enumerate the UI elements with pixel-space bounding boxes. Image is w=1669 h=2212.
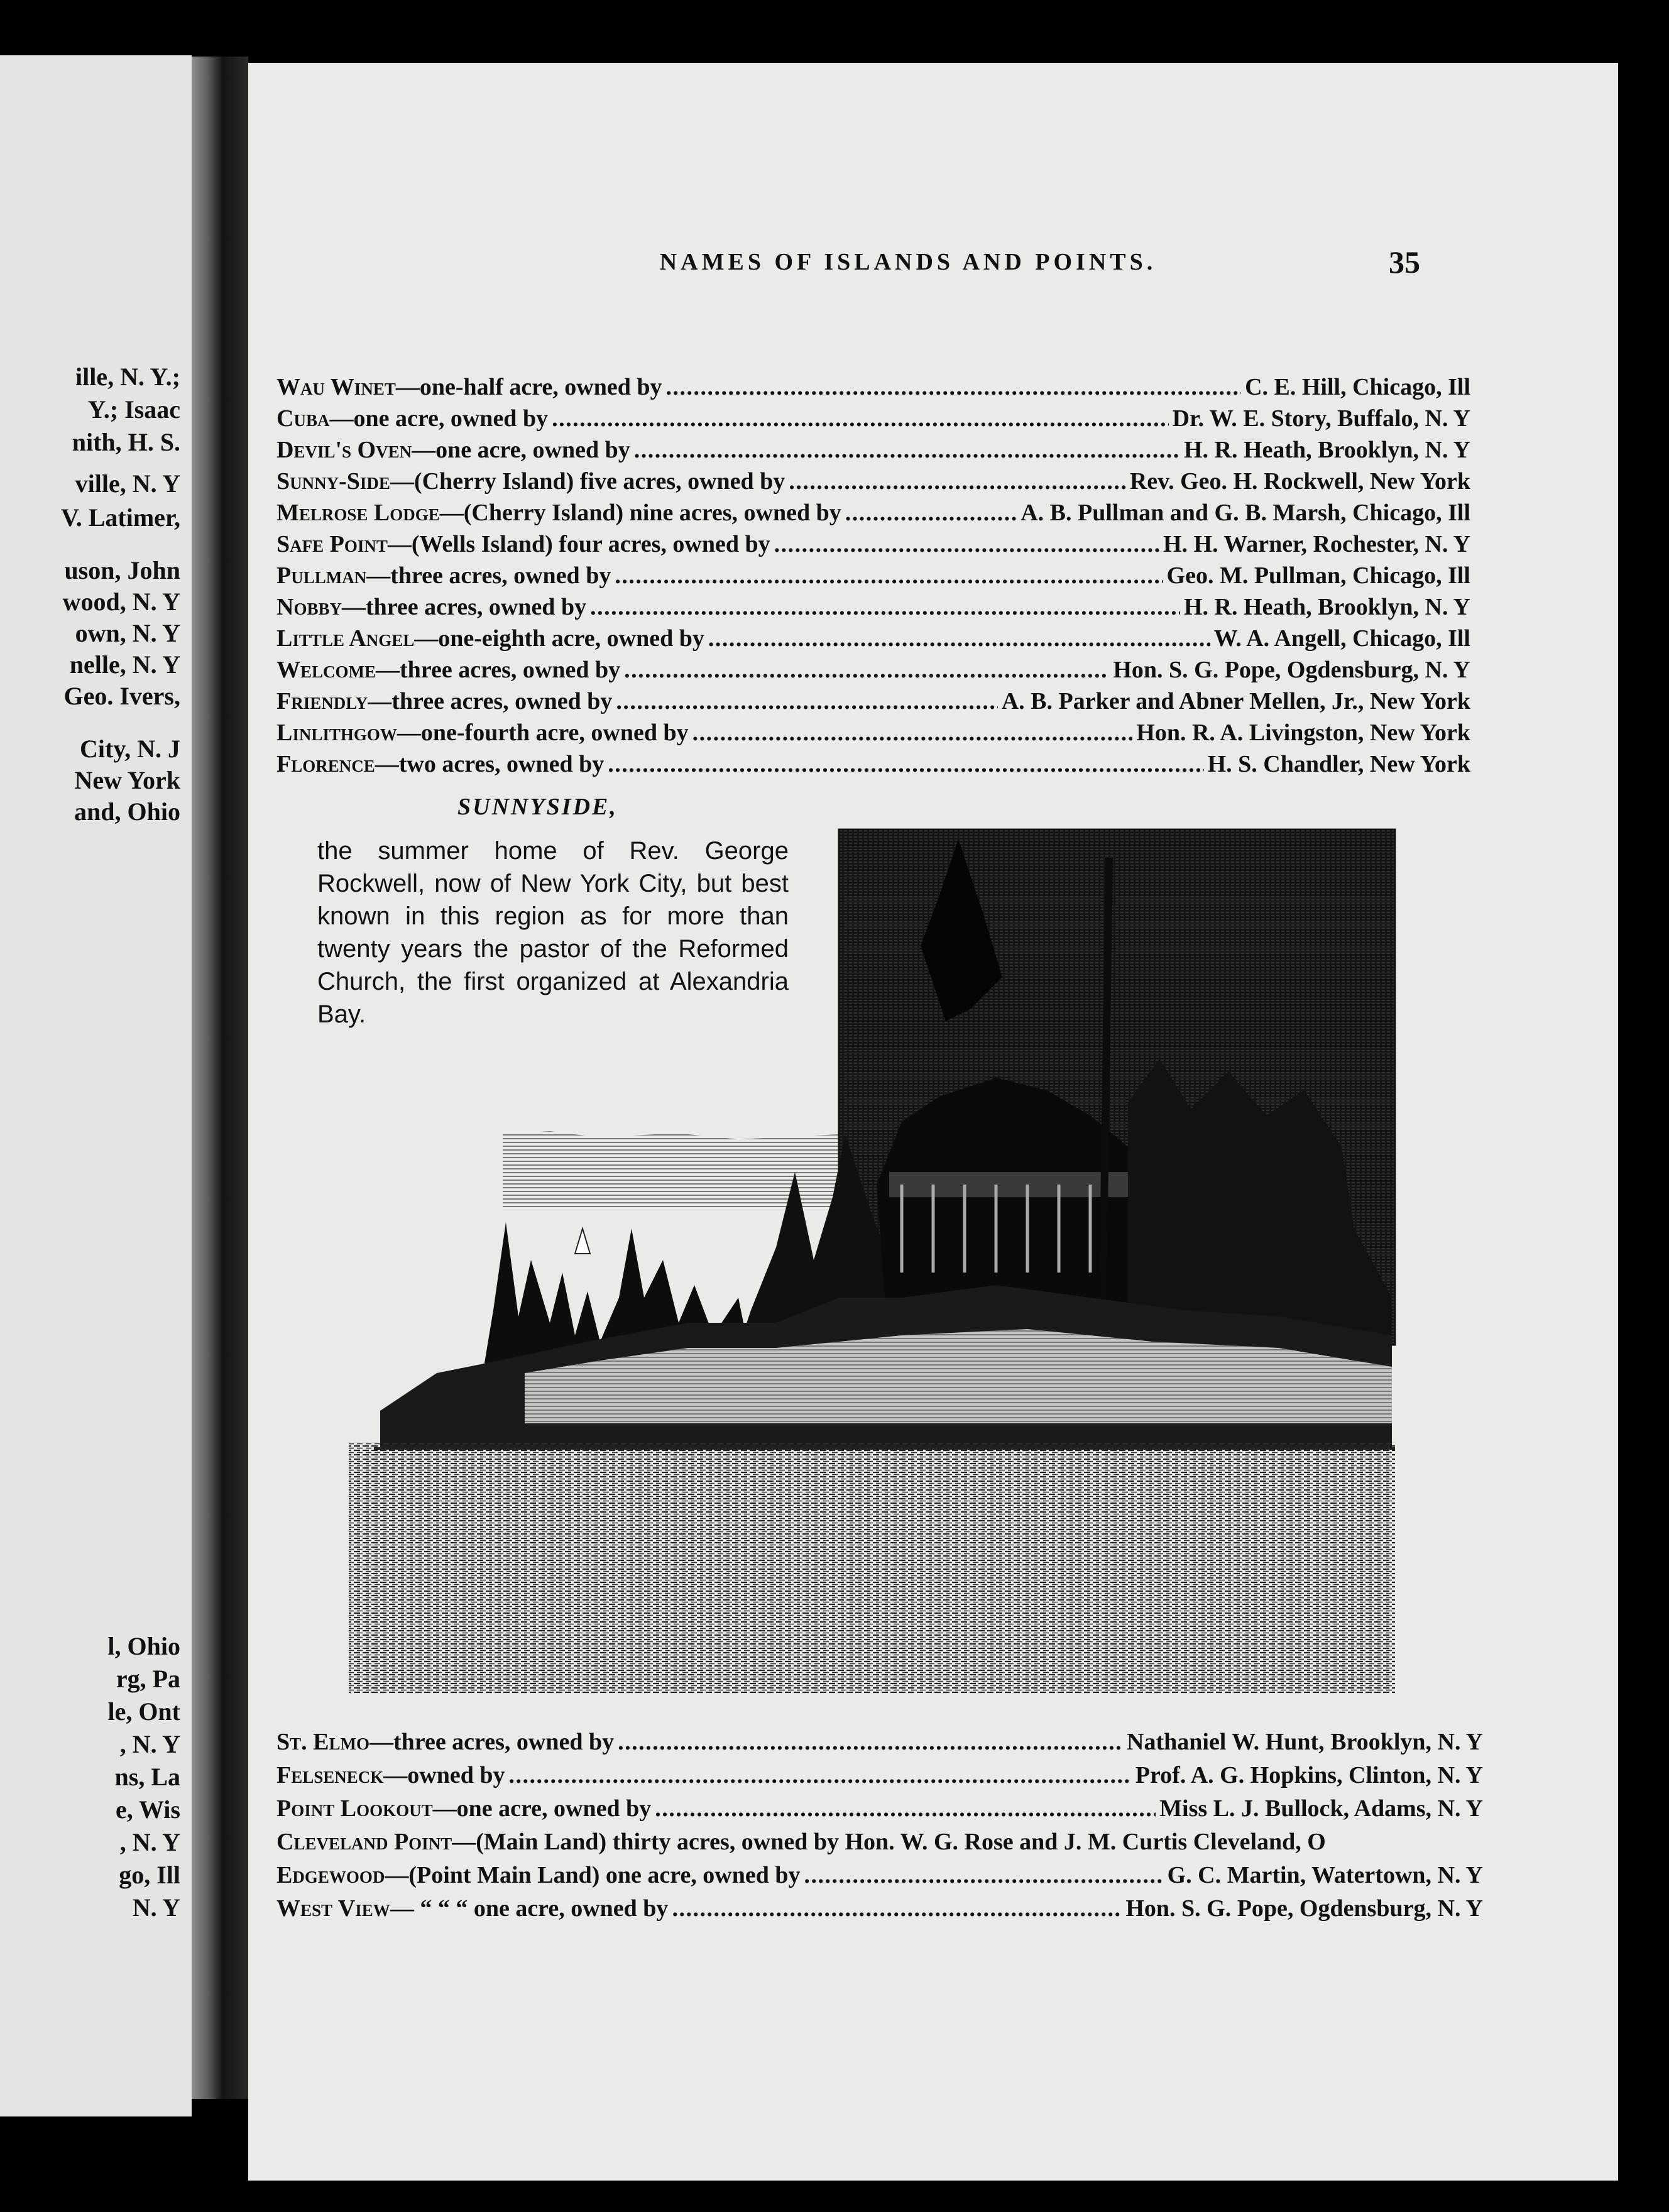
island-name: Linlithgow [276,720,397,746]
island-desc: —(Main Land) thirty acres, owned by Hon. W. G. Rose and J. M. Curtis Cleveland, O [452,1829,1326,1855]
island-name: Point Lookout [276,1795,433,1822]
left-fragment: e, Wis [116,1795,180,1824]
island-name: Devil's Oven [276,437,412,463]
owner: Hon. S. G. Pope, Ogdensburg, N. Y [1113,657,1470,683]
dot-leader [789,468,1126,495]
list-item [276,1761,1483,1795]
left-fragment: Y.; Isaac [87,395,180,424]
island-desc: — “ “ “ one acre, owned by [390,1895,669,1922]
owner: Dr. W. E. Story, Buffalo, N. Y [1172,405,1470,432]
dot-leader [634,436,1180,464]
island-name: Cleveland Point [276,1829,452,1855]
owner: C. E. Hill, Chicago, Ill [1245,374,1470,400]
left-fragment: go, Ill [119,1861,180,1889]
owner: W. A. Angell, Chicago, Ill [1213,625,1470,652]
island-name: Melrose Lodge [276,500,440,526]
island-name: Little Angel [276,625,415,652]
island-name: Felseneck [276,1762,384,1788]
list-item [276,1795,1483,1828]
left-fragment: and, Ohio [74,797,180,826]
owner: Miss L. J. Bullock, Adams, N. Y [1159,1795,1483,1822]
left-fragment: N. Y [132,1893,180,1922]
caption-text: the summer home of Rev. George Rockwell, now of New York City, but best known in this region as for more than twenty years the pastor of the Reformed Church, the first organized at Alexandria Bay. [317,837,789,1028]
owner: Prof. A. G. Hopkins, Clinton, N. Y [1135,1762,1483,1788]
list-item [276,468,1470,499]
island-desc: —(Point Main Land) one acre, owned by [385,1862,801,1888]
island-desc: —(Cherry Island) five acres, owned by [390,468,785,495]
island-desc: —three acres, owned by [369,1729,615,1755]
owner: A. B. Parker and Abner Mellen, Jr., New York [1001,688,1470,715]
island-name: Friendly [276,688,368,715]
list-item [276,1828,1483,1861]
dot-leader [672,1895,1122,1922]
island-desc: —three acres, owned by [376,657,621,683]
left-fragment: uson, John [64,556,180,584]
list-item [276,1728,1483,1761]
owner: H. H. Warner, Rochester, N. Y [1163,531,1470,557]
dot-leader [508,1761,1131,1789]
list-item [276,656,1470,687]
running-title: NAMES OF ISLANDS AND POINTS. [659,249,1157,275]
dot-leader [618,1728,1123,1756]
left-fragment: ille, N. Y.; [75,363,180,391]
island-name: Welcome [276,657,376,683]
dot-leader [552,405,1169,432]
owner: H. R. Heath, Brooklyn, N. Y [1183,594,1470,620]
list-item [276,1861,1483,1895]
dot-leader [665,373,1241,401]
left-fragment: rg, Pa [116,1665,180,1693]
list-item [276,436,1470,468]
island-name: Cuba [276,405,330,432]
island-name: Wau Winet [276,374,396,400]
page-number: 35 [1389,244,1420,280]
dot-leader [708,625,1210,652]
owner: Geo. M. Pullman, Chicago, Ill [1166,562,1470,589]
left-fragment: nith, H. S. [72,428,180,456]
list-item [276,530,1470,562]
owner: G. C. Martin, Watertown, N. Y [1167,1862,1483,1888]
dot-leader [804,1861,1164,1889]
left-fragment: ns, La [114,1763,180,1791]
left-page-fragment [0,55,192,2116]
island-desc: —three acres, owned by [368,688,613,715]
list-item [276,405,1470,436]
dot-leader [692,719,1133,747]
island-name: Edgewood [276,1862,385,1888]
dot-leader [608,750,1203,778]
left-fragment: l, Ohio [107,1632,180,1660]
left-fragment: , N. Y [119,1828,180,1856]
dot-leader [616,687,997,715]
island-desc: —(Cherry Island) nine acres, owned by [439,500,841,526]
island-desc: —three acres, owned by [341,594,587,620]
list-item [276,499,1470,530]
island-desc: —one acre, owned by [329,405,549,432]
left-fragment: nelle, N. Y [69,650,180,679]
dot-leader [590,593,1180,621]
island-list-top [276,373,1470,782]
list-item [276,373,1470,405]
left-fragment: ville, N. Y [75,469,180,498]
left-fragment: City, N. J [80,735,180,763]
list-item [276,593,1470,625]
dot-leader [655,1795,1156,1822]
island-desc: —owned by [383,1762,505,1788]
island-list-bottom [276,1728,1483,1928]
owner: Rev. Geo. H. Rockwell, New York [1129,468,1470,495]
island-name: Safe Point [276,531,388,557]
owner: A. B. Pullman and G. B. Marsh, Chicago, Ill [1021,500,1470,526]
owner: Hon. R. A. Livingston, New York [1136,720,1470,746]
dot-leader [615,562,1163,589]
island-desc: —(Wells Island) four acres, owned by [387,531,770,557]
owner: H. S. Chandler, New York [1207,751,1470,777]
island-desc: —one-eighth acre, owned by [414,625,704,652]
owner: H. R. Heath, Brooklyn, N. Y [1183,437,1470,463]
left-fragment: Geo. Ivers, [63,682,180,710]
left-fragment: , N. Y [119,1730,180,1758]
owner: Hon. S. G. Pope, Ogdensburg, N. Y [1125,1895,1483,1922]
list-item [276,750,1470,782]
dot-leader [774,530,1159,558]
left-fragment: own, N. Y [75,619,180,647]
list-item [276,719,1470,750]
caption-title: SUNNYSIDE, [457,794,618,820]
island-name: Nobby [276,594,342,620]
book-gutter [192,57,248,2099]
list-item [276,625,1470,656]
island-desc: —one acre, owned by [432,1795,652,1822]
left-fragment: le, Ont [107,1697,180,1726]
left-fragment: New York [74,766,180,794]
island-name: Sunny-Side [276,468,390,495]
dot-leader [845,499,1017,527]
dot-leader [624,656,1109,684]
island-name: Florence [276,751,375,777]
island-desc: —one-half acre, owned by [395,374,662,400]
list-item [276,1895,1483,1928]
island-desc: —one acre, owned by [412,437,630,463]
island-name: Pullman [276,562,367,589]
owner: Nathaniel W. Hunt, Brooklyn, N. Y [1127,1729,1483,1755]
island-name: West View [276,1895,390,1922]
left-fragment: wood, N. Y [62,588,180,616]
list-item [276,562,1470,593]
island-desc: —three acres, owned by [366,562,611,589]
island-name: St. Elmo [276,1729,369,1755]
island-desc: —one-fourth acre, owned by [397,720,689,746]
island-desc: —two acres, owned by [375,751,605,777]
left-fragment: V. Latimer, [61,503,180,532]
list-item [276,687,1470,719]
